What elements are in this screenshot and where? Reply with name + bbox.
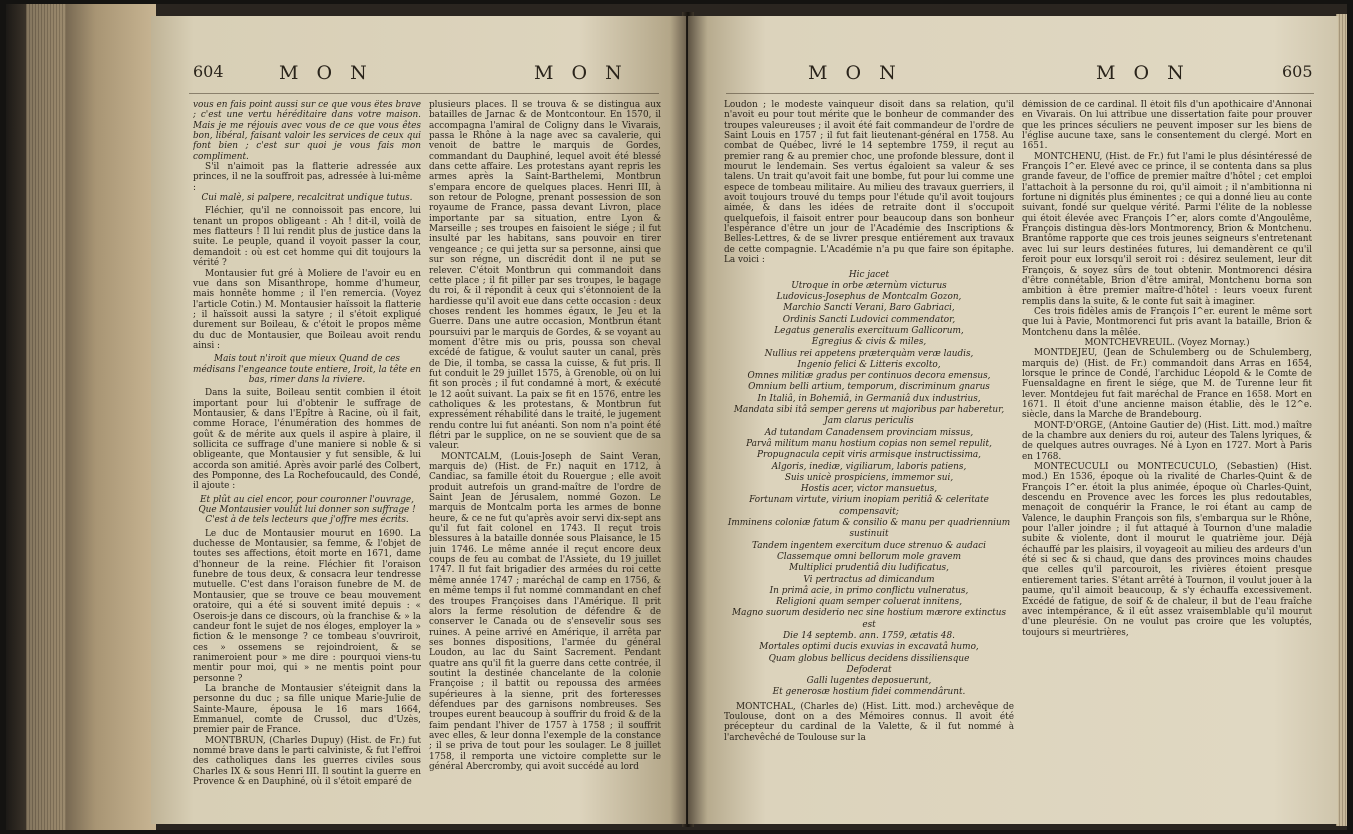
epitaph-line: Omnes militiæ gradus per continuos decora emensus, xyxy=(747,371,991,382)
paragraph: Fléchier, qu'il ne connoissoit pas encore, lui tenant un propos obligeant : Ah ! dit-il, voilà de mes flatteurs ! Il lui rendit plus de justice dans la suite. Le peuple, quand il voyoit passer la cour, demandoit : où est cet homme qui dit toujours la vérité ? xyxy=(193,206,421,269)
epitaph xyxy=(724,270,1014,699)
epitaph-line: Magno suorum desiderio nec sine hostium mærore extinctus est xyxy=(731,608,1006,630)
paragraph: démission de ce cardinal. Il étoit fils d'un apothicaire d'Annonai en Vivarais. On lui attribue une dissertation faite pour prouver que les princes séculiers ne peuvent imposer sur les biens de l'église aucune taxe, sans le consentement du clergé. Mort en 1651. xyxy=(1022,100,1312,152)
page-number-right: 605 xyxy=(1282,62,1313,81)
right-head-word-1: M O N xyxy=(808,62,902,84)
epitaph-line: Defoderat xyxy=(846,664,892,675)
epitaph-line: Egregius & civis & miles, xyxy=(811,337,927,348)
paragraph: Dans la suite, Boileau sentit combien il étoit important pour lui d'obtenir le suffrage de Montausier, & dans l'Epître à Racine, où il fait, comme Horace, l'énumération des hommes de goût & de mérite aux quels il aspire à plaire, il sollicita ce suffrage d'une maniere si noble & si obligeante, que Montausier y fut sensible, & lui accorda son amitié. Après avoir parlé des Colbert, des Pomponne, des La Rochefoucauld, des Condé, il ajoute : xyxy=(193,388,421,492)
epitaph-line: Fortunam virtute, virium inopiam peritiâ & celeritate compensavit; xyxy=(749,495,989,517)
open-book xyxy=(6,4,1347,830)
entry-montcalm: MONTCALM, (Louis-Joseph de Saint Veran, marquis de) (Hist. de Fr.) naquit en 1712, à Candiac, sa famille étoit du Rouergue ; elle avoit produit autrefois un grand-maître de l'ordre de Saint Jean de Jérusalem, nommé Gozon. Le marquis de Montcalm porta les armes de bonne heure, & ce ne fut qu'après avoir servi dix-sept ans qu'il fut fait colonel en 1743. Il reçut trois blessures à la bataille donnée sous Plaisance, le 15 juin 1746. Le même année il reçut encore deux coups de feu au combat de l'Assiete, du 19 juillet 1747. Il fut fait brigadier des armées du roi cette même année 1747 ; maréchal de camp en 1756, & en même temps il fut nommé commandant en chef des troupes Françoises dans l'Amérique. Il prit alors la ferme résolution de défendre & de conserver le Canada ou de s'ensevelir sous ses ruines. A peine arrivé en Amérique, il arrêta par ses bonnes dispositions, l'armée du général Loudon, au lac du Saint Sacrement. Pendant quatre ans qu'il fit la guerre dans cette contrée, il soutint la destinée chancelante de la colonie Françoise ; il battit ou repoussa des armées supérieures à la sienne, prit des forteresses défendues par des garnisons nombreuses. Ses troupes eurent beaucoup à souffrir du froid & de la faim pendant l'hiver de 1757 à 1758 ; il souffrit avec elles, & leur donna l'exemple de la constance ; il se priva de tout pour les soulager. Le 8 juillet 1758, il remporta une victoire complette sur le général Abercromby, qui avoit succédé au lord xyxy=(429,451,661,772)
paragraph: Montausier fut gré à Moliere de l'avoir eu en vue dans son Misanthrope, homme d'humeur, mais honnête homme ; il l'en remercia. (Voyez l'article Cotin.) M. Montausier haïssoit la flatterie ; il haïssoit aussi la satyre ; il s'étoit expliqué durement sur Boileau, & c'étoit le propos même du duc de Montausier, que Boileau avoit rendu ainsi : xyxy=(193,268,421,351)
entry-montdejeu: MONTDEJEU, (Jean de Schulemberg ou de Schulemberg, marquis de) (Hist. de Fr.) commandoit dans Arras en 1654, lorsque le prince de Condé, l'archiduc Léopold & le Comte de Fuensaldagne en firent le siége, que M. de Turenne leur fit lever. Montdejeu fut fait maréchal de France en 1658. Mort en 1671. Il étoit d'une ancienne maison établie, dès le 12^e. siècle, dans la Marche de Brandebourg. xyxy=(1022,348,1312,421)
epitaph-line: Parvâ militum manu hostium copias non semel repulit, xyxy=(746,438,992,449)
epitaph-line: Imminens coloniæ fatum & consilio & manu per quadriennium sustinuit xyxy=(727,518,1011,540)
epitaph-line: Nullius rei appetens præterquàm veræ laudis, xyxy=(764,348,974,359)
epitaph-line: In primâ acie, in primo conflictu vulneratus, xyxy=(769,585,969,596)
epitaph-line: Hostis acer, victor mansuetus, xyxy=(800,484,938,495)
epitaph-line: Legatus generalis exercituum Gallicorum, xyxy=(774,325,964,336)
entry-montecuculi: MONTECUCULI ou MONTECUCULO, (Sebastien) (Hist. mod.) En 1536, époque où la rivalité de Charles-Quint & de François I^er. étoit la plus animée, époque où Charles-Quint, descendu en Provence avec les forces les plus redoutables, menaçoit de conquérir la France, le roi étant au camp de Valence, le dauphin François son fils, s'embarqua sur le Rhône, pour l'aller joindre ; il fut attaqué à Tournon d'une maladie subite & violente, dont il mourut le quatrième jour. Déjà échauffé par les plaisirs, il voyageoit au milieu des ardeurs d'un été si sec & si chaud, que dans des provinces moins chaudes que celles qu'il parcouroit, les rivières étoient presque entierement taries. S'étant arrêté à Tournon, il voulut jouer à la paume, qu'il aimoit beaucoup, & s'y échauffa excessivement. Excédé de fatigue, de soif & de chaleur, il but de l'eau fraîche avec intempérance, & il eût assez vraisemblable qu'il mourut d'une pleurésie. On ne voulut pas croire que les voluptés, toujours si meurtrières, xyxy=(1022,462,1312,638)
right-head-word-2: M O N xyxy=(1096,62,1190,84)
epitaph-line: Jam clarus periculis xyxy=(824,416,914,427)
epitaph-line: Hic jacet xyxy=(848,269,890,280)
verse-quote: Mais tout n'iroit que mieux Quand de ces médisans l'engeance toute entiere, Iroit, la tête en bas, rimer dans la riviere. xyxy=(193,354,421,385)
right-column-1 xyxy=(724,100,1014,820)
paragraph: Ces trois fidèles amis de François I^er. eurent le même sort que lui à Pavie, Montmorenci fut pris avant la bataille, Brion & Montchenu dans la mêlée. xyxy=(1022,306,1312,338)
entry-mont-dorge: MONT-D'ORGE, (Antoine Gautier de) (Hist. Litt. mod.) maître de la chambre aux deniers du roi, auteur des Talens lyriques, & de quelques autres ouvrages. Né à Lyon en 1727. Mort à Paris en 1768. xyxy=(1022,420,1312,462)
paragraph: Loudon ; le modeste vainqueur disoit dans sa relation, qu'il n'avoit eu pour tout mérite que le bonheur de commander des troupes valeureuses ; il avoit été fait commandeur de l'ordre de Saint Louis en 1757 ; il fut fait lieutenant-général en 1758. Au combat de Québec, livré le 14 septembre 1759, il reçut au premier rang & au premier choc, une profonde blessure, dont il mourut le lendemain. Ses vertus égaloient sa valeur & ses talens. Un trait qu'avoit fait une bombe, fut pour lui comme une espece de tombeau militaire. Au milieu des travaux guerriers, il avoit toujours trouvé du temps pour l'étude qu'il avoit toujours aimée, & dans les idées de retraite dont il s'occupoit quelquefois, il faisoit entrer pour beaucoup dans son bonheur l'espérance d'être un jour de l'Académie des Inscriptions & Belles-Lettres, & de se livrer presque entiérement aux travaux de cette compagnie. L'Académie n'a pu que faire son épitaphe. La voici : xyxy=(724,100,1014,266)
epitaph-line: Ludovicus-Josephus de Montcalm Gozon, xyxy=(776,292,962,303)
epitaph-line: Quam globus bellicus decidens dissiliensque xyxy=(768,653,970,664)
page-number-left: 604 xyxy=(193,62,224,81)
epitaph-line: Algoris, inediæ, vigiliarum, laboris patiens, xyxy=(771,461,967,472)
epitaph-line: Mandata sibi itâ semper gerens ut majoribus par haberetur, xyxy=(733,405,1005,416)
paragraph: plusieurs places. Il se trouva & se distingua aux batailles de Jarnac & de Montcontour. En 1570, il accompagna l'amiral de Coligny dans le Vivarais, passa le Rhône à la nage avec sa cavalerie, qui venoit de battre le marquis de Gordes, commandant du Dauphiné, lequel avoit été blessé dans cette affaire. Les protestans ayant repris les armes après la Saint-Barthelemi, Montbrun s'empara encore de quelques places. Henri III, à son retour de Pologne, prenant possession de son royaume de France, passa devant Livron, place importante par sa situation, entre Lyon & Marseille ; ses troupes en faisoient le siége ; il fut insulté par les habitans, sans pouvoir en tirer vengeance ; ce qui jetta sur sa personne, ainsi que sur son régne, un discrédit dont il ne put se relever. C'étoit Montbrun qui commandoit dans cette place ; il fit piller par ses troupes, le bagage du roi, & il répondit à ceux qui s'étonnoient de la hardiesse qu'il avoit eue dans cette occasion : deux choses rendent les hommes égaux, le Jeu et la Guerre. Dans une autre occasion, Montbrun étant poursuivi par le marquis de Gordes, & se voyant au moment d'être mis ou pris, poussa son cheval excédé de fatigue, & voulut sauter un canal, près de Die, il tomba, se cassa la cuisse, & fut pris. Il fut conduit le 29 juillet 1575, à Grenoble, où on lui fit son procès ; il fut condamné à mort, & exécuté le 12 août suivant. La paix se fit en 1576, entre les catholiques & les protestans, & Montbrun fut expressément réhabilité dans le traité, le jugement rendu contre lui fut anéanti. Son nom n'a point été flétri par le supplice, on ne se souvient que de sa valeur. xyxy=(429,100,661,452)
epitaph-line: Classemque omni bellorum mole gravem xyxy=(776,551,962,562)
entry-montbrun: MONTBRUN, (Charles Dupuy) (Hist. de Fr.) fut nommé brave dans le parti calviniste, & fut l'effroi des catholiques dans les guerres civiles sous Charles IX & sous Henri III. Il soutint la guerre en Provence & en Dauphiné, où il s'étoit emparé de xyxy=(193,735,421,787)
epitaph-line: Vi pertractus ad dimicandum xyxy=(803,574,935,585)
epitaph-line: Religioni quam semper coluerat innitens, xyxy=(775,597,963,608)
right-column-2 xyxy=(1022,100,1312,820)
paragraph: La branche de Montausier s'éteignit dans la personne du duc ; sa fille unique Marie-Julie de Sainte-Maure, épousa le 16 mars 1664, Emmanuel, comte de Crussol, duc d'Uzès, premier pair de France. xyxy=(193,683,421,736)
book-edge-left xyxy=(6,4,156,830)
paragraph: vous en fais point aussi sur ce que vous êtes brave ; c'est une vertu héréditaire dans votre maison. Mais je me réjouis avec vous de ce que vous êtes bon, libéral, faisant valoir les services de ceux qui font bien ; c'est sur quoi je vous fais mon compliment. xyxy=(193,100,421,162)
entry-montchevreuil: MONTCHEVREUIL. (Voyez Mornay.) xyxy=(1084,337,1250,348)
paragraph: S'il n'aimoit pas la flatterie adressée aux princes, il ne la souffroit pas, adressée à lui-même : xyxy=(193,162,421,193)
epitaph-line: Mortales optimi ducis exuvias in excavatâ humo, xyxy=(759,642,979,653)
quote-line: Cui malè, si palpere, recalcitrat undique tutus. xyxy=(201,193,413,204)
epitaph-line: Tandem ingentem exercitum duce strenuo & audaci xyxy=(752,540,986,551)
epitaph-line: Ordinis Sancti Ludovici commendator, xyxy=(782,314,956,325)
left-page xyxy=(151,16,686,824)
entry-montchenu: MONTCHENU, (Hist. de Fr.) fut l'ami le plus désintéressé de François I^er. Elevé avec ce prince, il se contenta dans sa plus grande faveur, de l'office de premier maître d'hôtel ; cet emploi l'attachoit à la personne du roi, qu'il aimoit ; il n'ambitionna ni fortune ni dignités plus éminentes ; ce qui a donné lieu au conte suivant, fondé sur quelque vérité. Parmi l'élite de la noblesse qui étoit élevée avec François I^er, alors comte d'Angoulême, François distingua dès-lors Montmorency, Brion & Montchenu. Brantôme rapporte que ces trois jeunes seigneurs s'entretenant avec lui sur leurs destinées futures, lui demandèrent ce qu'il feroit pour eux lorsqu'il seroit roi : désirez seulement, leur dit François, & soyez sûrs de tout obtenir. Montmorenci désira d'être connétable, Brion d'être amiral, Montchenu borna son ambition à être premier maître-d'hôtel : leurs voeux furent remplis dans la suite, & le conte fut sait à imaginer. xyxy=(1022,151,1312,307)
epitaph-line: Marchio Sancti Verani, Baro Gabriaci, xyxy=(783,303,955,314)
left-column-1 xyxy=(193,100,421,820)
epitaph-line: Ad tutandam Canadensem provinciam missus, xyxy=(764,427,974,438)
left-head-word-1: M O N xyxy=(279,62,373,84)
epitaph-line: Omnium belli artium, temporum, discriminum gnarus xyxy=(748,382,990,393)
right-page xyxy=(688,16,1338,824)
left-head-rule xyxy=(189,93,659,94)
left-head-word-2: M O N xyxy=(534,62,628,84)
right-running-head xyxy=(688,62,1338,90)
right-head-rule xyxy=(726,93,1314,94)
epitaph-line: Et generosæ hostium fidei commendârunt. xyxy=(772,687,966,698)
epitaph-line: Multiplici prudentiâ diu ludificatus, xyxy=(789,563,949,574)
epitaph-line: Die 14 septemb. ann. 1759, ætatis 48. xyxy=(783,631,955,641)
epitaph-line: In Italiâ, in Bohemiâ, in Germaniâ dux industrius, xyxy=(757,393,981,404)
epitaph-line: Suis unicè prospiciens, immemor sui, xyxy=(784,472,954,483)
epitaph-line: Galli lugentes deposuerunt, xyxy=(806,676,932,687)
left-column-2 xyxy=(429,100,661,820)
entry-montchal: MONTCHAL, (Charles de) (Hist. Litt. mod.) archevêque de Toulouse, dont on a des Mémoires connus. Il avoit été précepteur du cardinal de la Valette, & il fut nommé à l'archevêché de Toulouse sur la xyxy=(724,701,1014,743)
epitaph-line: Utroque in orbe æternùm victurus xyxy=(791,280,947,291)
epitaph-line: Ingenio felici & Litteris excolto, xyxy=(797,359,941,370)
verse-quote: Et plût au ciel encor, pour couronner l'ouvrage, Que Montausier voulût lui donner son suffrage ! C'est à de tels lecteurs que j'offre mes écrits. xyxy=(198,494,416,526)
left-running-head xyxy=(151,62,686,90)
epitaph-line: Propugnacula cepit viris armisque instructissima, xyxy=(756,450,982,461)
paragraph: Le duc de Montausier mourut en 1690. La duchesse de Montausier, sa femme, & l'objet de toutes ses affections, étoit morte en 1671, dame d'honneur de la reine. Fléchier fit l'oraison funebre de tous deux, & consacra leur tendresse mutuelle. C'est dans l'oraison funebre de M. de Montausier, que se trouve ce beau mouvement oratoire, qui a été si souvent imité depuis : « Oserois-je dans ce discours, où la franchise & » la candeur font le sujet de nos éloges, employer la » fiction & le mensonge ? ce tombeau s'ouvriroit, ces » ossemens se rejoindroient, & se ranimeroient pour » me dire : pourquoi viens-tu mentir pour moi, qui » ne mentis point pour personne ? xyxy=(193,528,421,684)
